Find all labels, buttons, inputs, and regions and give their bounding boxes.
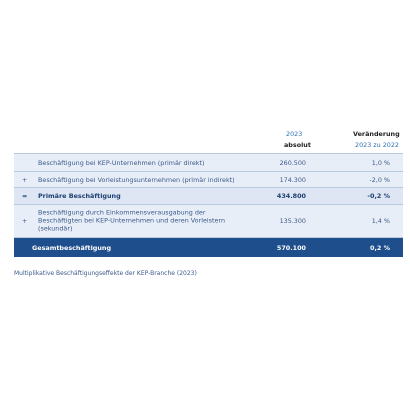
header-year: 2023 — [286, 130, 303, 138]
row-label: Beschäftigung durch Einkommensverausgabung der Beschäftigten bei KEP-Unternehmen und deren Vorleistern (sekundär) — [38, 208, 226, 234]
row-value: 135.300 — [279, 217, 306, 225]
table-row — [14, 153, 403, 172]
row-label: Beschäftigung bei Vorleistungsunternehmen (primär indirekt) — [38, 175, 235, 184]
table-caption: Multiplikative Beschäftigungseffekte der KEP-Branche (2023) — [14, 270, 197, 277]
table-row — [14, 205, 403, 238]
row-change: 1,0 % — [371, 158, 390, 167]
table-header — [14, 130, 403, 150]
row-operator: + — [22, 217, 28, 225]
row-label: Beschäftigung bei KEP-Unternehmen (primär direkt) — [38, 158, 205, 167]
row-change: 1,4 % — [371, 217, 390, 225]
header-period: 2023 zu 2022 — [355, 141, 399, 149]
table-row — [14, 188, 403, 205]
table-row — [14, 172, 403, 188]
employment-table — [14, 153, 403, 257]
row-value: 434.800 — [276, 192, 306, 200]
header-absolute: absolut — [284, 141, 311, 149]
header-change: Veränderung — [353, 130, 400, 138]
total-value: 570.100 — [276, 243, 306, 252]
row-value: 174.300 — [279, 175, 306, 184]
row-change: -2,0 % — [369, 175, 390, 184]
row-operator: + — [22, 175, 28, 184]
total-change: 0,2 % — [370, 243, 390, 252]
total-label: Gesamtbeschäftigung — [32, 243, 112, 252]
row-operator: = — [22, 192, 28, 200]
total-row — [14, 238, 403, 257]
row-value: 260.500 — [279, 158, 306, 167]
row-label: Primäre Beschäftigung — [38, 191, 121, 200]
row-change: -0,2 % — [367, 192, 390, 200]
